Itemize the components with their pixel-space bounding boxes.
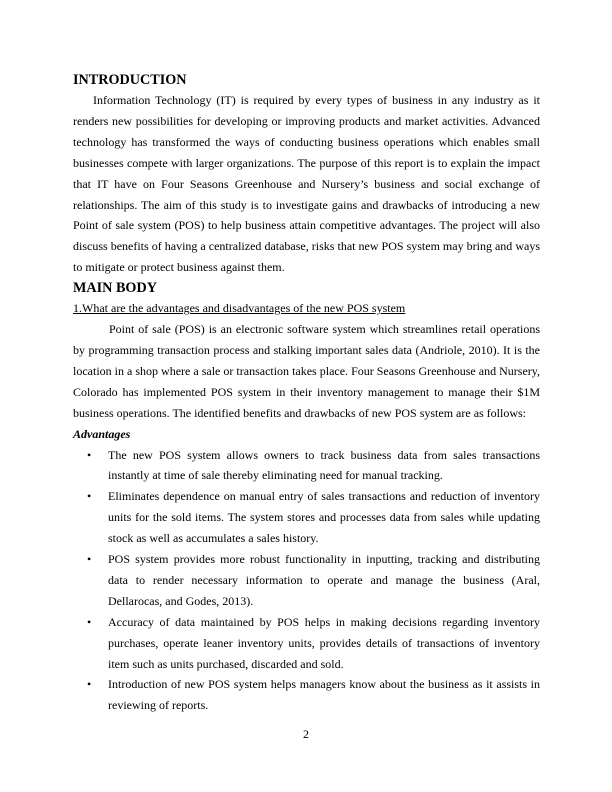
list-item	[73, 674, 540, 716]
introduction-paragraph: Information Technology (IT) is required by every types of business in any industry as it renders new possibilities for developing or improving products and market activities. Advanced technology has transformed the ways of conducting business operations which enables small businesses compete with larger organizations. The purpose of this report is to explain the impact that IT have on Four Seasons Greenhouse and Nursery’s business and social exchange of relationships. The aim of this study is to investigate gains and drawbacks of introducing a new Point of sale system (POS) to help business attain competitive advantages. The project will also discuss benefits of having a centralized database, risks that new POS system may bring and ways to mitigate or protect business against them.	[73, 93, 540, 275]
document-page	[73, 70, 540, 716]
bullet-icon: •	[87, 677, 92, 692]
list-item-text: Eliminates dependence on manual entry of sales transactions and reduction of inventory units for the sold items. The system stores and processes data from sales while updating stock as well as accumulates a sales history.	[108, 489, 540, 546]
main-body-heading: MAIN BODY	[73, 280, 157, 297]
list-item	[73, 612, 540, 675]
list-item-text: Accuracy of data maintained by POS helps in making decisions regarding inventory purchases, operate leaner inventory units, provides details of transactions of inventory item such as units purchased, discarded and sold.	[108, 614, 540, 671]
introduction-heading: INTRODUCTION	[73, 72, 187, 88]
pos-paragraph: Point of sale (POS) is an electronic software system which streamlines retail operations by programming transaction process and stalking important sales data (Andriole, 2010). It is the location in a shop where a sale or transaction takes place. Four Seasons Greenhouse and Nursery, Colorado has implemented POS system in their inventory management to manage their $1M business operations. The identified benefits and drawbacks of new POS system are as follows:	[73, 322, 540, 420]
list-item-text: POS system provides more robust functionality in inputting, tracking and distributing data to render necessary information to operate and manage the business (Aral, Dellarocas, and Godes, 2013).	[108, 552, 540, 608]
list-item	[73, 486, 540, 549]
bullet-icon: •	[87, 614, 92, 629]
list-item	[73, 549, 540, 612]
section-subheading: 1.What are the advantages and disadvantages of the new POS system	[73, 301, 406, 316]
advantages-label: Advantages	[73, 426, 131, 441]
bullet-icon: •	[87, 552, 92, 567]
list-item	[73, 445, 540, 487]
advantages-list	[73, 445, 540, 717]
bullet-icon: •	[87, 489, 92, 504]
page-number: 2	[303, 727, 309, 741]
list-item-text: Introduction of new POS system helps managers know about the business as it assists in reviewing of reports.	[108, 677, 540, 713]
bullet-icon: •	[87, 447, 92, 462]
list-item-text: The new POS system allows owners to track business data from sales transactions instantly at time of sale thereby eliminating need for manual tracking.	[108, 447, 540, 483]
